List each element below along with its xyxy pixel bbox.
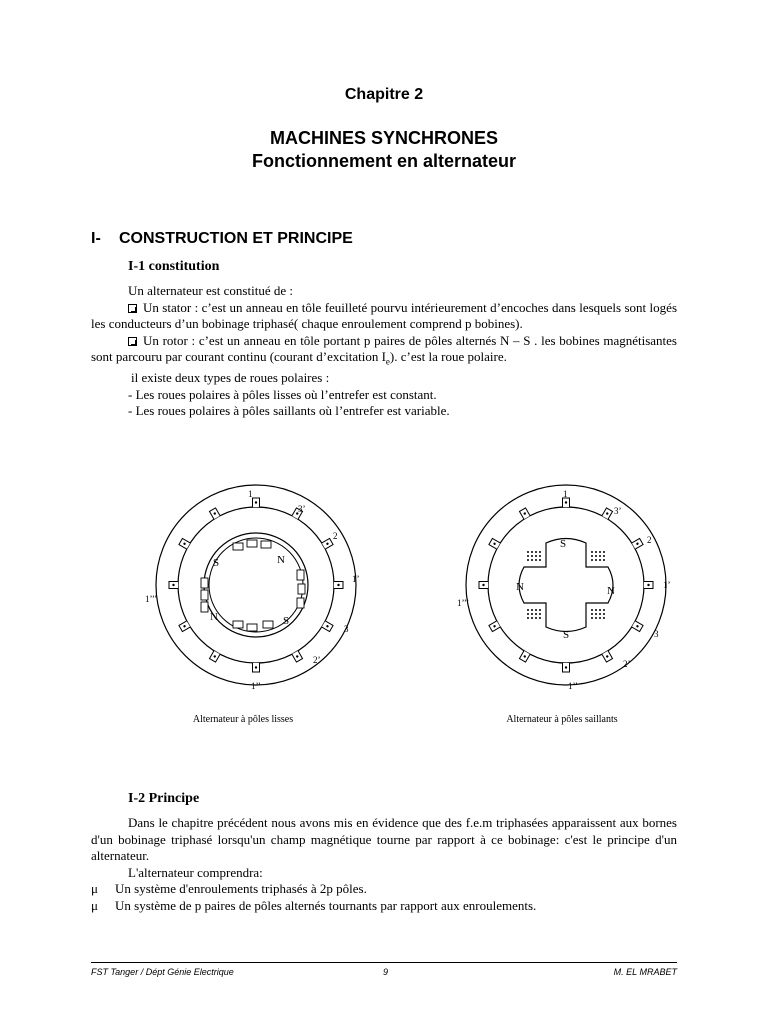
constitution-text bbox=[91, 283, 677, 420]
slot bbox=[489, 538, 500, 549]
chapter-title: MACHINES SYNCHRONES bbox=[269, 128, 499, 148]
slot-label-3: 3 bbox=[654, 629, 659, 639]
pole-n-right: N bbox=[607, 585, 615, 597]
slot bbox=[253, 498, 260, 507]
slot bbox=[322, 538, 333, 549]
slot bbox=[644, 582, 653, 589]
slot bbox=[519, 651, 530, 662]
salient-pole-alternator bbox=[457, 485, 671, 691]
slot bbox=[209, 651, 220, 662]
slot-label-1third: 1’’’ bbox=[145, 594, 158, 604]
salient-rotor bbox=[519, 539, 613, 632]
stator-outer-circle bbox=[156, 485, 356, 685]
slot bbox=[179, 621, 190, 632]
footer-department: FST Tanger / Dépt Génie Electrique bbox=[91, 967, 234, 977]
stator-item: Un stator : c’est un anneau en tôle feuilleté pourvu intérieurement d’encoches dans lesquels sont logés les conducteurs d’un bobinage triphasé( chaque enroulement comprend p bobines). bbox=[91, 299, 677, 331]
type-smooth: - Les roues polaires à pôles lisses où l’entrefer est constant. bbox=[128, 386, 437, 402]
slot bbox=[292, 651, 303, 662]
slot-label-1second: 1’’ bbox=[251, 681, 261, 691]
slot bbox=[253, 663, 260, 672]
section-heading bbox=[91, 230, 353, 248]
slot bbox=[179, 538, 190, 549]
slot bbox=[334, 582, 343, 589]
slot bbox=[632, 621, 643, 632]
slot-label-1second: 1’’ bbox=[568, 681, 578, 691]
mu-bullet-icon: μ bbox=[91, 881, 98, 896]
slot bbox=[169, 582, 178, 589]
principe-intro: L'alternateur comprendra: bbox=[128, 864, 263, 880]
principe-paragraph: Dans le chapitre précédent nous avons mis en évidence que des f.e.m triphasées apparaissent aux bornes d'un bobinage triphasé lorsqu'un champ magnétique tourne par rapport à ce bobinage: c'est le principe d'un alternateur. bbox=[91, 815, 677, 863]
right-caption: Alternateur à pôles saillants bbox=[506, 714, 618, 725]
slot-label-1prime: 1’ bbox=[663, 580, 671, 590]
slot bbox=[209, 508, 220, 519]
slot bbox=[489, 621, 500, 632]
page-footer bbox=[91, 962, 677, 981]
pole-n-bottom: N bbox=[210, 611, 218, 623]
slot bbox=[519, 508, 530, 519]
pole-s-bottom: S bbox=[563, 629, 570, 641]
pole-s-top: S bbox=[213, 557, 220, 569]
pole-s-top: S bbox=[560, 538, 567, 550]
slot-label-1prime: 1’ bbox=[352, 574, 360, 584]
slot-label-2prime: 2’ bbox=[313, 655, 321, 665]
subsection-title-constitution: I-1 constitution bbox=[128, 259, 220, 274]
smooth-pole-alternator bbox=[145, 485, 360, 691]
slot-label-1third: 1’’’ bbox=[457, 598, 470, 608]
slot-label-1: 1 bbox=[563, 489, 568, 499]
slot bbox=[322, 621, 333, 632]
subsection-title-principe: I-2 Principe bbox=[128, 791, 200, 806]
pole-n-left: N bbox=[516, 581, 524, 593]
figures-diagram bbox=[0, 480, 768, 740]
principe-item-2: μ Un système de p paires de pôles alternés tournants par rapport aux enroulements. bbox=[91, 897, 537, 913]
slot-label-3: 3 bbox=[344, 624, 349, 634]
types-intro: il existe deux types de roues polaires : bbox=[131, 370, 330, 386]
rotor-circle bbox=[204, 533, 308, 637]
footer-page-number: 9 bbox=[383, 967, 389, 977]
slot bbox=[602, 651, 613, 662]
checkbox-bullet-icon bbox=[128, 304, 137, 313]
intro-line: Un alternateur est constitué de : bbox=[128, 283, 293, 298]
slot-label-2prime: 2’ bbox=[623, 659, 631, 669]
slot-label-3prime: 3’ bbox=[298, 504, 306, 514]
section-title: CONSTRUCTION ET PRINCIPE bbox=[119, 230, 353, 247]
type-salient: - Les roues polaires à pôles saillants où l’entrefer est variable. bbox=[128, 403, 450, 419]
slot bbox=[602, 508, 613, 519]
footer-author: M. EL MRABET bbox=[613, 967, 677, 977]
principe-text bbox=[91, 815, 677, 914]
pole-s-bottom: S bbox=[283, 615, 290, 627]
left-caption: Alternateur à pôles lisses bbox=[192, 714, 294, 725]
section-number: I- bbox=[91, 230, 101, 247]
pole-n-top: N bbox=[277, 554, 285, 566]
slot bbox=[563, 498, 570, 507]
slot-label-2: 2 bbox=[333, 531, 338, 541]
mu-bullet-icon: μ bbox=[91, 897, 98, 913]
slot bbox=[479, 582, 488, 589]
principe-item-1: μ Un système d'enroulements triphasés à 2p pôles. bbox=[91, 881, 367, 896]
slot-label-3prime: 3’ bbox=[614, 506, 622, 516]
slot-label-1: 1 bbox=[248, 489, 253, 499]
chapter-subtitle: Fonctionnement en alternateur bbox=[251, 151, 517, 171]
slot bbox=[563, 663, 570, 672]
chapter-label: Chapitre 2 bbox=[344, 86, 424, 103]
checkbox-bullet-icon bbox=[128, 337, 137, 346]
rotor-item: Un rotor : c’est un anneau en tôle portant p paires de pôles alternés N – S . les bobines magnétisantes sont parcouru par courant continu (courant d’excitation $I_e$). c’est la roue polaire. bbox=[91, 332, 677, 367]
slot-label-2: 2 bbox=[647, 535, 652, 545]
slot bbox=[632, 538, 643, 549]
